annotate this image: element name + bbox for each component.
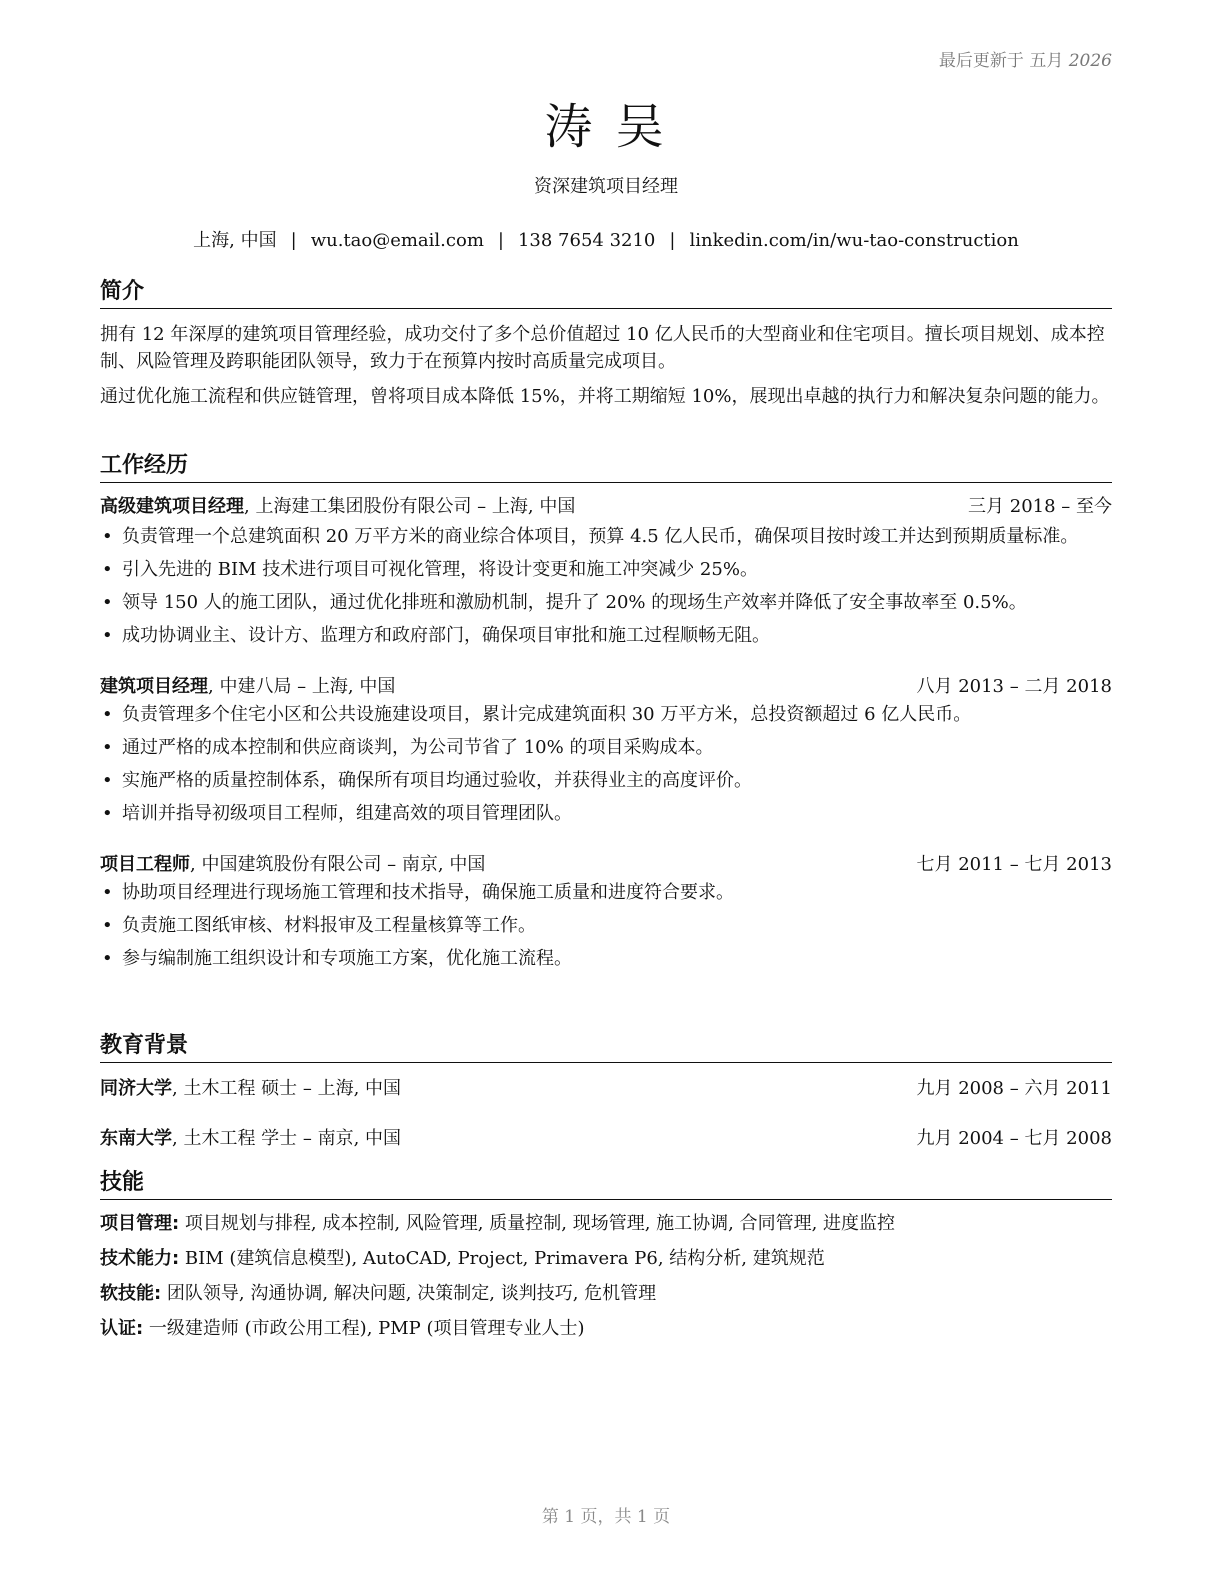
contact-line: [100, 226, 1112, 252]
job-bullet: • 负责管理一个总建筑面积 20 万平方米的商业综合体项目，预算 4.5 亿人民币，确保项目按时竣工并达到预期质量标准。: [102, 526, 1079, 547]
job-dates: 三月 2018 – 至今: [968, 496, 1112, 517]
contact-phone: 138 7654 3210: [517, 230, 656, 251]
contact-location: 上海, 中国: [193, 230, 277, 251]
education-entry: [100, 1125, 1112, 1153]
skills-section: [100, 1169, 1112, 1346]
candidate-title: 资深建筑项目经理: [534, 176, 678, 197]
job-dates: 七月 2011 – 七月 2013: [916, 854, 1112, 875]
section-heading: 教育背景: [100, 1032, 1112, 1063]
job-entry: [100, 493, 1112, 649]
job-entry: [100, 851, 1112, 972]
skill-label: 技术能力:: [100, 1248, 180, 1269]
skill-value: 项目规划与排程, 成本控制, 风险管理, 质量控制, 现场管理, 施工协调, 合同管理, 进度监控: [179, 1213, 896, 1234]
school-name: 东南大学: [100, 1128, 172, 1149]
job-bullet: • 实施严格的质量控制体系，确保所有项目均通过验收，并获得业主的高度评价。: [102, 770, 752, 791]
skill-row: [100, 1276, 1112, 1311]
job-bullet: • 领导 150 人的施工团队，通过优化排班和激励机制，提升了 20% 的现场生产效率并降低了安全事故率至 0.5%。: [102, 592, 1027, 613]
job-header: [100, 673, 1112, 701]
job-header: [100, 851, 1112, 879]
contact-separator: |: [497, 230, 504, 251]
section-heading: 工作经历: [100, 452, 1112, 483]
degree-detail: , 土木工程 硕士 – 上海, 中国: [172, 1078, 402, 1099]
school-name: 同济大学: [100, 1078, 172, 1099]
job-bullet: • 通过严格的成本控制和供应商谈判，为公司节省了 10% 的项目采购成本。: [102, 737, 714, 758]
job-bullet: • 负责施工图纸审核、材料报审及工程量核算等工作。: [102, 915, 536, 936]
job-org: , 中国建筑股份有限公司 – 南京, 中国: [190, 854, 486, 875]
job-bullet: • 成功协调业主、设计方、监理方和政府部门，确保项目审批和施工过程顺畅无阻。: [102, 625, 770, 646]
summary-paragraph: 通过优化施工流程和供应链管理，曾将项目成本降低 15%，并将工期缩短 10%，展现出卓越的执行力和解决复杂问题的能力。: [100, 386, 1110, 407]
skill-row: [100, 1206, 1112, 1241]
contact-linkedin[interactable]: linkedin.com/in/wu-tao-construction: [689, 230, 1019, 251]
resume-page: [100, 0, 1112, 1584]
skill-row: [100, 1241, 1112, 1276]
job-header: [100, 493, 1112, 521]
skill-label: 软技能:: [100, 1283, 162, 1304]
job-bullet: • 培训并指导初级项目工程师，组建高效的项目管理团队。: [102, 803, 572, 824]
candidate-name: 涛 吴: [544, 99, 668, 155]
last-updated: 最后更新于 五月 2026: [938, 51, 1112, 71]
job-role: 建筑项目经理: [100, 676, 208, 697]
page-number: 第 1 页，共 1 页: [541, 1507, 671, 1527]
contact-separator: |: [290, 230, 297, 251]
education-dates: 九月 2004 – 七月 2008: [916, 1128, 1112, 1149]
skill-label: 项目管理:: [100, 1213, 180, 1234]
skill-value: BIM (建筑信息模型), AutoCAD, Project, Primavera P6, 结构分析, 建筑规范: [179, 1248, 825, 1269]
job-bullet: • 协助项目经理进行现场施工管理和技术指导，确保施工质量和进度符合要求。: [102, 882, 734, 903]
education-entry: [100, 1075, 1112, 1103]
job-role: 高级建筑项目经理: [100, 496, 244, 517]
education-section: [100, 1032, 1112, 1153]
summary-paragraph: 拥有 12 年深厚的建筑项目管理经验，成功交付了多个总价值超过 10 亿人民币的大型商业和住宅项目。擅长项目规划、成本控制、风险管理及跨职能团队领导，致力于在预算内按时高质量完成项目。: [100, 324, 1105, 372]
summary-section: [100, 278, 1112, 410]
section-heading: 技能: [100, 1169, 1112, 1200]
skill-row: [100, 1311, 1112, 1346]
job-role: 项目工程师: [100, 854, 190, 875]
education-dates: 九月 2008 – 六月 2011: [916, 1078, 1112, 1099]
job-entry: [100, 673, 1112, 827]
job-org: , 上海建工集团股份有限公司 – 上海, 中国: [244, 496, 576, 517]
skill-value: 一级建造师 (市政公用工程), PMP (项目管理专业人士): [143, 1318, 585, 1339]
job-dates: 八月 2013 – 二月 2018: [916, 676, 1112, 697]
degree-detail: , 土木工程 学士 – 南京, 中国: [172, 1128, 402, 1149]
skill-value: 团队领导, 沟通协调, 解决问题, 决策制定, 谈判技巧, 危机管理: [161, 1283, 657, 1304]
skill-label: 认证:: [100, 1318, 144, 1339]
contact-email[interactable]: wu.tao@email.com: [310, 230, 484, 251]
job-org: , 中建八局 – 上海, 中国: [208, 676, 396, 697]
contact-separator: |: [669, 230, 676, 251]
job-bullet: • 引入先进的 BIM 技术进行项目可视化管理，将设计变更和施工冲突减少 25%。: [102, 559, 758, 580]
experience-section: [100, 452, 1112, 972]
section-heading: 简介: [100, 278, 1112, 309]
job-bullet: • 负责管理多个住宅小区和公共设施建设项目，累计完成建筑面积 30 万平方米，总投资额超过 6 亿人民币。: [102, 704, 972, 725]
job-bullet: • 参与编制施工组织设计和专项施工方案，优化施工流程。: [102, 948, 572, 969]
